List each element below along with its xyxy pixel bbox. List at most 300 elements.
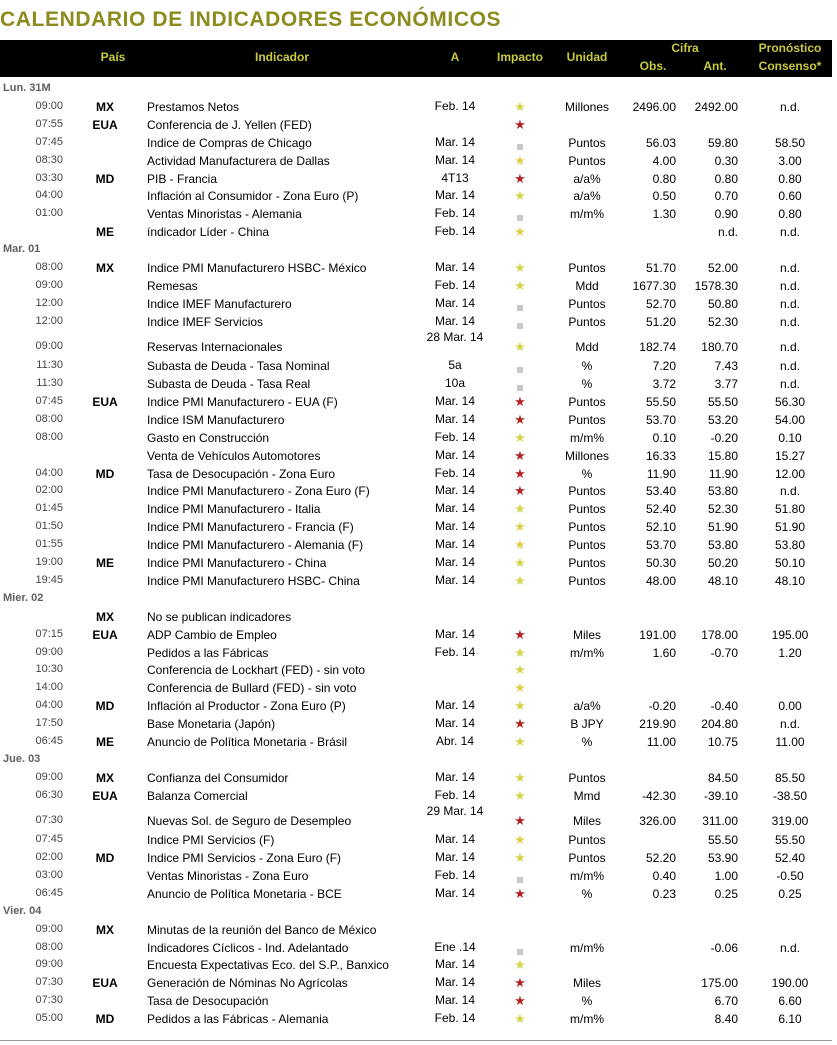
previous-value: 0.90 [714,207,738,222]
observed-value: 0.80 [652,171,676,186]
indicator-table [0,80,832,1028]
forecast-value: 55.50 [774,833,806,848]
unit-cell: Miles [572,976,601,991]
period-cell: 10a [444,376,466,390]
forecast-value: n.d. [779,225,800,240]
indicator-name: Indice PMI Manufacturero - China [147,556,327,570]
period-cell: Feb. 14 [434,98,476,113]
indicator-row [0,295,832,313]
unit-cell: Puntos [568,502,606,517]
indicator-row [0,644,832,662]
page-title: CALENDARIO DE INDICADORES ECONÓMICOS [0,8,502,31]
time-cell: 02:00 [35,851,63,863]
observed-value: 55.50 [645,394,676,409]
period-cell: Mar. 14 [434,555,476,569]
indicator-name: Indice IMEF Servicios [147,314,264,329]
forecast-value: n.d. [779,278,800,293]
impact-medium-star-icon: ★ [514,555,526,570]
impact-low-square-icon [505,362,535,376]
impact-medium-star-icon: ★ [514,1011,526,1027]
unit-cell: % [581,377,593,391]
forecast-value: n.d. [779,261,800,275]
period-cell: Mar. 14 [434,483,476,498]
impact-medium-star-icon: ★ [514,188,526,204]
period-cell: Mar. 14 [434,188,476,203]
indicator-row [0,787,832,805]
observed-value: 1677.30 [632,278,676,293]
previous-value: -0.70 [710,645,738,660]
observed-value: 0.40 [652,868,676,883]
period-cell: Mar. 14 [434,850,476,864]
time-cell: 06:30 [35,788,63,801]
time-cell: 08:30 [35,153,63,166]
previous-value: -0.20 [710,430,738,445]
time-cell: 07:45 [35,135,63,148]
unit-cell: Puntos [568,135,606,150]
period-cell: Mar. 14 [434,501,476,516]
forecast-value: 0.25 [778,886,802,901]
header-impacto: Impacto [496,50,543,64]
impact-high-star-icon: ★ [514,116,526,132]
impact-low-square-icon [505,380,535,394]
day-header [0,241,832,259]
impact-high-star-icon: ★ [514,465,526,481]
impact-medium-star-icon: ★ [514,787,526,803]
time-cell: 05:00 [35,1012,63,1025]
impact-high-star-icon: ★ [514,483,526,499]
previous-value: 50.80 [707,296,738,311]
indicator-row [0,939,832,957]
observed-value: 326.00 [639,813,676,828]
previous-value: 50.20 [707,556,738,570]
period-cell: Mar. 14 [434,313,476,328]
impact-low-square-icon [505,139,535,153]
observed-value: 51.70 [645,261,676,275]
time-cell: 09:00 [35,99,63,112]
country-cell: MX [96,261,114,275]
forecast-value: n.d. [779,99,800,114]
forecast-value: 53.80 [774,538,806,553]
forecast-value: 0.80 [778,171,802,186]
impact-medium-star-icon: ★ [514,338,526,354]
period-cell: Mar. 14 [434,626,476,641]
previous-value: 48.10 [707,573,738,588]
period-cell: Mar. 14 [434,769,476,784]
country-cell: EUA [92,394,118,409]
time-cell: 09:00 [35,339,63,352]
observed-value: 16.33 [645,448,676,463]
time-cell: 12:00 [35,314,63,327]
indicator-row [0,357,832,375]
indicator-name: índicador Líder - China [147,225,270,240]
country-cell: MD [95,1012,115,1027]
impact-medium-star-icon: ★ [514,519,526,535]
unit-cell: Puntos [568,261,606,275]
day-header [0,751,832,769]
bottom-rule [0,1040,832,1041]
indicator-name: Subasta de Deuda - Tasa Real [147,377,311,391]
forecast-value: 48.10 [774,573,806,588]
indicator-name: ADP Cambio de Empleo [147,627,277,642]
forecast-value: 51.90 [774,520,806,535]
indicator-row [0,661,832,679]
indicator-row [0,205,832,223]
period-cell: Mar. 14 [434,411,476,426]
unit-cell: m/m% [570,868,604,883]
impact-high-star-icon: ★ [514,626,526,642]
previous-value: 1578.30 [694,278,738,293]
previous-value: 2492.00 [694,99,738,114]
time-cell: 01:00 [35,207,63,220]
impact-medium-star-icon: ★ [514,537,526,553]
header-indicador: Indicador [254,50,309,64]
previous-value: 3.77 [714,377,738,391]
time-cell: 17:50 [35,717,63,730]
unit-cell: Puntos [568,770,606,785]
impact-low-square-icon [505,872,535,886]
previous-value: 180.70 [701,339,738,354]
indicator-row [0,277,832,295]
time-cell: 02:00 [35,484,63,497]
previous-value: 53.20 [707,412,738,427]
unit-cell: Millones [564,448,609,463]
indicator-name: Base Monetaria (Japón) [147,717,276,732]
observed-value: 7.20 [652,359,676,374]
forecast-value: 195.00 [771,627,809,642]
indicator-row [0,134,832,152]
indicator-row [0,259,832,277]
impact-medium-star-icon: ★ [514,429,526,445]
unit-cell: a/a% [573,171,601,186]
impact-high-star-icon: ★ [514,812,526,828]
indicator-name: Actividad Manufacturera de Dallas [147,153,330,168]
unit-cell: Puntos [568,484,606,499]
period-cell: Mar. 14 [434,393,476,408]
indicator-name: Balanza Comercial [147,788,248,803]
header-consenso: Consenso* [758,59,822,73]
day-label: Vier. 04 [3,904,42,917]
period-cell: Feb. 14 [434,644,476,659]
observed-value: 2496.00 [632,99,676,114]
header-unidad: Unidad [566,50,608,64]
observed-value: 3.72 [652,377,676,391]
impact-medium-star-icon: ★ [514,572,526,588]
period-cell: Feb. 14 [434,1011,476,1026]
country-cell: MD [95,851,115,865]
observed-value: 52.70 [645,296,676,311]
country-cell: MX [96,922,114,937]
indicator-row [0,170,832,188]
indicator-name: Nuevas Sol. de Seguro de Desempleo [147,813,352,828]
period-cell: Mar. 14 [434,957,476,972]
time-cell: 11:30 [36,377,63,389]
day-header [0,80,832,98]
period-cell: Mar. 14 [434,447,476,462]
previous-value: 6.70 [714,994,738,1009]
country-cell: ME [96,556,114,570]
previous-value: 0.70 [714,189,738,204]
period-cell: Mar. 14 [434,698,476,713]
indicator-row [0,152,832,170]
forecast-value: 319.00 [771,813,809,828]
country-cell: MX [96,609,114,624]
country-cell: EUA [92,976,118,991]
indicator-name: No se publican indicadores [147,609,292,624]
impact-medium-star-icon: ★ [514,152,526,168]
indicator-row [0,805,832,832]
unit-cell: Mmd [573,788,601,803]
forecast-value: n.d. [779,296,800,311]
unit-cell: Mdd [575,339,599,354]
unit-cell: Puntos [568,153,606,168]
indicator-name: Confianza del Consumidor [147,770,289,785]
forecast-value: n.d. [779,940,800,955]
header-pronostico: Pronóstico [758,41,822,55]
unit-cell: m/m% [570,940,604,955]
previous-value: 11.90 [708,466,738,481]
impact-medium-star-icon: ★ [514,662,526,678]
unit-cell: Puntos [568,296,606,311]
previous-value: 84.50 [707,770,738,785]
indicator-row [0,447,832,465]
impact-medium-star-icon: ★ [514,957,526,973]
indicator-row [0,679,832,697]
indicator-name: Anuncio de Política Monetaria - Brásil [147,735,348,749]
time-cell: 04:00 [35,466,63,479]
previous-value: 52.30 [707,314,738,329]
header-cifra: Cifra [671,41,699,55]
unit-cell: % [581,735,593,749]
indicator-name: Reservas Internacionales [147,339,283,354]
observed-value: 52.20 [645,851,676,865]
previous-value: 1.00 [714,868,738,883]
indicator-row [0,626,832,644]
forecast-value: 6.10 [778,1012,802,1027]
forecast-value: 58.50 [774,135,806,150]
unit-cell: Puntos [568,394,606,409]
observed-value: -42.30 [641,788,676,803]
previous-value: 0.25 [714,886,738,901]
impact-low-square-icon [505,300,535,314]
time-cell: 10:30 [35,663,63,676]
impact-high-star-icon: ★ [514,975,526,991]
previous-value: 178.00 [701,627,738,642]
previous-value: 10.75 [707,735,738,749]
indicator-name: Conferencia de J. Yellen (FED) [147,117,312,132]
forecast-value: 190.00 [771,976,809,991]
indicator-row [0,572,832,590]
observed-value: 219.90 [639,717,676,732]
previous-value: 15.80 [707,448,738,463]
impact-medium-star-icon: ★ [514,98,526,114]
indicator-row [0,98,832,116]
indicator-row [0,769,832,787]
time-cell: 04:00 [35,699,63,712]
previous-value: 53.80 [707,538,738,553]
period-cell: Mar. 14 [434,993,476,1008]
period-cell: Feb. 14 [434,429,476,444]
time-cell: 09:00 [35,922,63,935]
time-cell: 14:00 [35,681,63,694]
period-cell: Mar. 14 [434,134,476,149]
indicator-name: Ventas Minoristas - Zona Euro [147,868,309,883]
day-header [0,590,832,608]
unit-cell: m/m% [570,207,604,222]
indicator-row [0,375,832,393]
indicator-row [0,867,832,885]
forecast-value: n.d. [779,314,800,329]
time-cell: 06:45 [35,886,63,899]
indicator-row [0,482,832,500]
indicator-name: PIB - Francia [147,171,218,186]
unit-cell: % [581,359,593,374]
period-cell: Feb. 14 [434,224,476,239]
period-cell: Mar. 14 [434,832,476,847]
unit-cell: Puntos [568,556,606,570]
time-cell: 07:45 [35,394,63,407]
indicator-name: Indice PMI Manufacturero - Italia [147,502,321,517]
previous-value: 0.30 [714,153,738,168]
indicator-name: Indice ISM Manufacturero [147,412,285,427]
unit-cell: a/a% [573,189,601,204]
indicator-row [0,1010,832,1028]
previous-value: -39.10 [703,788,738,803]
time-cell: 07:30 [35,976,63,989]
forecast-value: 85.50 [774,770,806,785]
indicator-name: Indice PMI Manufacturero HSBC- China [147,573,360,588]
forecast-value: n.d. [779,359,800,374]
day-label: Mar. 01 [3,243,41,256]
country-cell: MD [95,466,115,481]
time-cell: 19:45 [35,573,63,586]
period-cell: Mar. 14 [434,152,476,167]
period-cell: Mar. 14 [434,295,476,310]
impact-high-star-icon: ★ [514,393,526,409]
unit-cell: % [581,466,593,481]
indicator-row [0,921,832,939]
forecast-value: 54.00 [774,412,806,427]
indicator-name: Encuesta Expectativas Eco. del S.P., Banxico [147,958,389,973]
period-cell: Mar. 14 [434,572,476,587]
time-cell: 08:00 [35,261,63,273]
period-cell: Feb. 14 [434,277,476,292]
impact-low-square-icon [505,210,535,224]
forecast-value: 0.80 [778,207,802,222]
indicator-name: Indicadores Cíclicos - Ind. Adelantado [147,940,349,955]
indicator-name: Subasta de Deuda - Tasa Nominal [147,359,330,374]
impact-medium-star-icon: ★ [514,680,526,696]
observed-value: 52.40 [645,502,676,517]
indicator-name: Indice PMI Manufacturero HSBC- México [147,261,367,275]
indicator-name: Indice PMI Manufacturero - EUA (F) [147,394,338,409]
indicator-row [0,974,832,992]
forecast-value: 12.00 [774,466,806,481]
observed-value: 56.03 [645,135,676,150]
country-cell: MD [95,171,115,186]
period-cell: Mar. 14 [434,975,476,990]
forecast-value: 1.20 [778,645,802,660]
period-cell: Feb. 14 [434,206,476,221]
indicator-name: Prestamos Netos [147,99,240,114]
observed-value: 11.90 [646,466,676,481]
indicator-name: Indice de Compras de Chicago [147,135,312,150]
previous-value: 0.80 [714,171,738,186]
period-cell: Mar. 14 [434,716,476,731]
indicator-row [0,554,832,572]
table-header [0,40,832,77]
time-cell: 09:00 [35,770,63,783]
time-cell: 07:30 [35,994,63,1007]
time-cell: 04:00 [35,189,63,202]
previous-value: 53.90 [707,851,738,865]
impact-medium-star-icon: ★ [514,224,526,240]
period-cell: Mar. 14 [434,260,476,274]
observed-value: 53.40 [645,484,676,499]
country-cell: MD [95,699,115,714]
previous-value: 51.90 [707,520,738,535]
forecast-value: 50.10 [774,556,806,570]
time-cell: 09:00 [35,958,63,971]
indicator-name: Indice PMI Servicios (F) [147,833,275,848]
indicator-row [0,608,832,626]
previous-value: 52.30 [707,502,738,517]
time-cell: 11:30 [36,359,63,372]
time-cell: 08:00 [35,430,63,443]
observed-value: 53.70 [645,538,676,553]
unit-cell: Millones [564,99,609,114]
impact-high-star-icon: ★ [514,447,526,463]
day-label: Mier. 02 [3,591,44,604]
indicator-row [0,885,832,903]
header-pais: País [100,50,126,64]
indicator-name: Conferencia de Lockhart (FED) - sin voto [147,663,366,678]
indicator-row [0,697,832,715]
indicator-name: Indice PMI Manufacturero - Zona Euro (F) [147,484,370,499]
previous-value: 55.50 [707,833,738,848]
indicator-row [0,116,832,134]
period-cell: Ene .14 [434,939,476,954]
forecast-value: 0.10 [778,430,802,445]
indicator-row [0,500,832,518]
indicator-name: Conferencia de Bullard (FED) - sin voto [147,681,357,696]
period-cell: Abr. 14 [435,734,475,748]
impact-medium-star-icon: ★ [514,260,526,275]
indicator-row [0,331,832,358]
unit-cell: m/m% [570,430,604,445]
country-cell: MX [96,770,114,785]
indicator-name: Ventas Minoristas - Alemania [147,207,302,222]
indicator-name: Pedidos a las Fábricas - Alemania [147,1012,329,1027]
indicator-row [0,715,832,733]
observed-value: 51.20 [645,314,676,329]
forecast-value: 52.40 [774,851,806,865]
previous-value: 204.80 [701,717,738,732]
indicator-row [0,313,832,331]
observed-value: 0.23 [652,886,676,901]
unit-cell: Miles [572,813,601,828]
impact-high-star-icon: ★ [514,411,526,427]
observed-value: 182.74 [639,339,676,354]
time-cell: 08:00 [35,940,63,953]
impact-medium-star-icon: ★ [514,832,526,848]
period-cell: 5a [448,358,462,373]
indicator-name: Indice PMI Manufacturero - Francia (F) [147,520,354,535]
observed-value: 1.60 [652,645,676,660]
period-cell: 28 Mar. 14 [426,329,484,344]
time-cell: 01:50 [35,520,63,533]
impact-medium-star-icon: ★ [514,734,526,749]
period-cell: 29 Mar. 14 [426,803,484,818]
